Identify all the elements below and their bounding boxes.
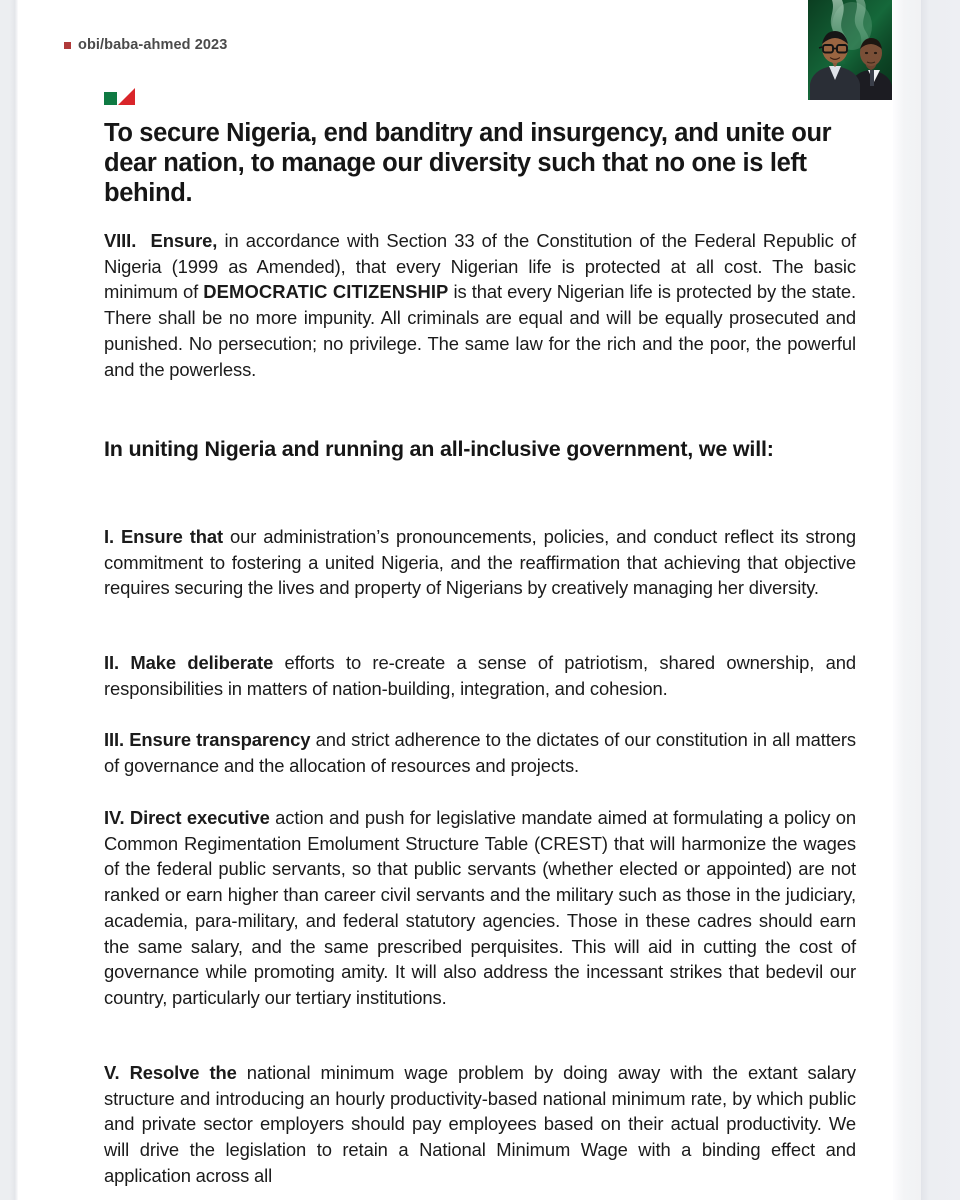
paragraph-v-body: national minimum wage problem by doing away with the extant salary structure and introducing an hourly productivity-based national minimum rate, by which public and private sector employers should pay employees based on their actual productivity. We will drive the legislation to retain a National Minimum Wage with a binding effect and application across all [104,1062,856,1186]
paragraph-i-lead: Ensure that [121,526,224,547]
paragraph-viii-lead: Ensure, [150,230,218,251]
nigeria-flag-mark-icon [104,88,136,107]
paragraph-iv [104,805,856,1011]
running-header [64,37,227,53]
paragraph-ii-numeral: II. [104,652,120,673]
paragraph-v-lead: Resolve the [129,1062,237,1083]
paragraph-i-numeral: I. [104,526,115,547]
paragraph-viii-emphasis: DEMOCRATIC CITIZENSHIP [203,281,449,303]
paragraph-v-numeral: V. [104,1062,120,1083]
page-title: To secure Nigeria, end banditry and insurgency, and unite our dear nation, to manage our diversity such that no one is left behind. [104,119,832,207]
paragraph-iv-body: action and push for legislative mandate aimed at formulating a policy on Common Regimentation Emolument Structure Table (CREST) that will harmonize the wages of the federal public servants, so that public servants (whether elected or appointed) are not ranked or earn higher than career civil servants and the military such as those in the judiciary, academia, para-military, and federal statutory agencies. Those in these cadres should earn the same salary, and the same prescribed perquisites. This will aid in cutting the cost of governance while promoting amity. It will also address the incessant strikes that bedevil our country, particularly our tertiary institutions. [104,807,856,1008]
square-bullet-icon [64,42,71,49]
paragraph-viii-numeral: VIII. [104,230,137,251]
paragraph-v [104,1060,856,1189]
paragraph-iv-numeral: IV. [104,807,125,828]
running-header-label: obi/baba-ahmed 2023 [78,37,228,53]
section-subtitle: In uniting Nigeria and running an all-inclusive government, we will: [104,437,774,461]
paragraph-iii [104,727,856,778]
paragraph-iv-lead: Direct executive [129,807,270,828]
paragraph-iii-numeral: III. [104,729,125,750]
candidate-photo [808,0,892,100]
paragraph-iii-lead: Ensure transparency [129,729,311,750]
paragraph-iii-body: and strict adherence to the dictates of our constitution in all matters of governance and the allocation of resources and projects. [104,729,856,776]
paragraph-i-body: our administration’s pronouncements, policies, and conduct reflect its strong commitment to fostering a united Nigeria, and the reaffirmation that achieving that objective requires securing the lives and property of Nigerians by creatively managing her diversity. [104,526,856,599]
paragraph-ii [104,650,856,701]
paragraph-viii [104,228,856,382]
paragraph-ii-lead: Make deliberate [130,652,274,673]
paragraph-i [104,524,856,601]
paragraph-viii-body-2: is that every Nigerian life is protected by the state. There shall be no more impunity. All criminals are equal and will be equally prosecuted and punished. No persecution; no privilege. The same law for the rich and the poor, the powerful and the powerless. [104,281,856,380]
paragraph-ii-body: efforts to re-create a sense of patriotism, shared ownership, and responsibilities in matters of nation-building, integration, and cohesion. [104,652,856,699]
paragraph-viii-body-1: in accordance with Section 33 of the Constitution of the Federal Republic of Nigeria (1999 as Amended), that every Nigerian life is protected at all cost. The basic minimum of [104,230,856,303]
